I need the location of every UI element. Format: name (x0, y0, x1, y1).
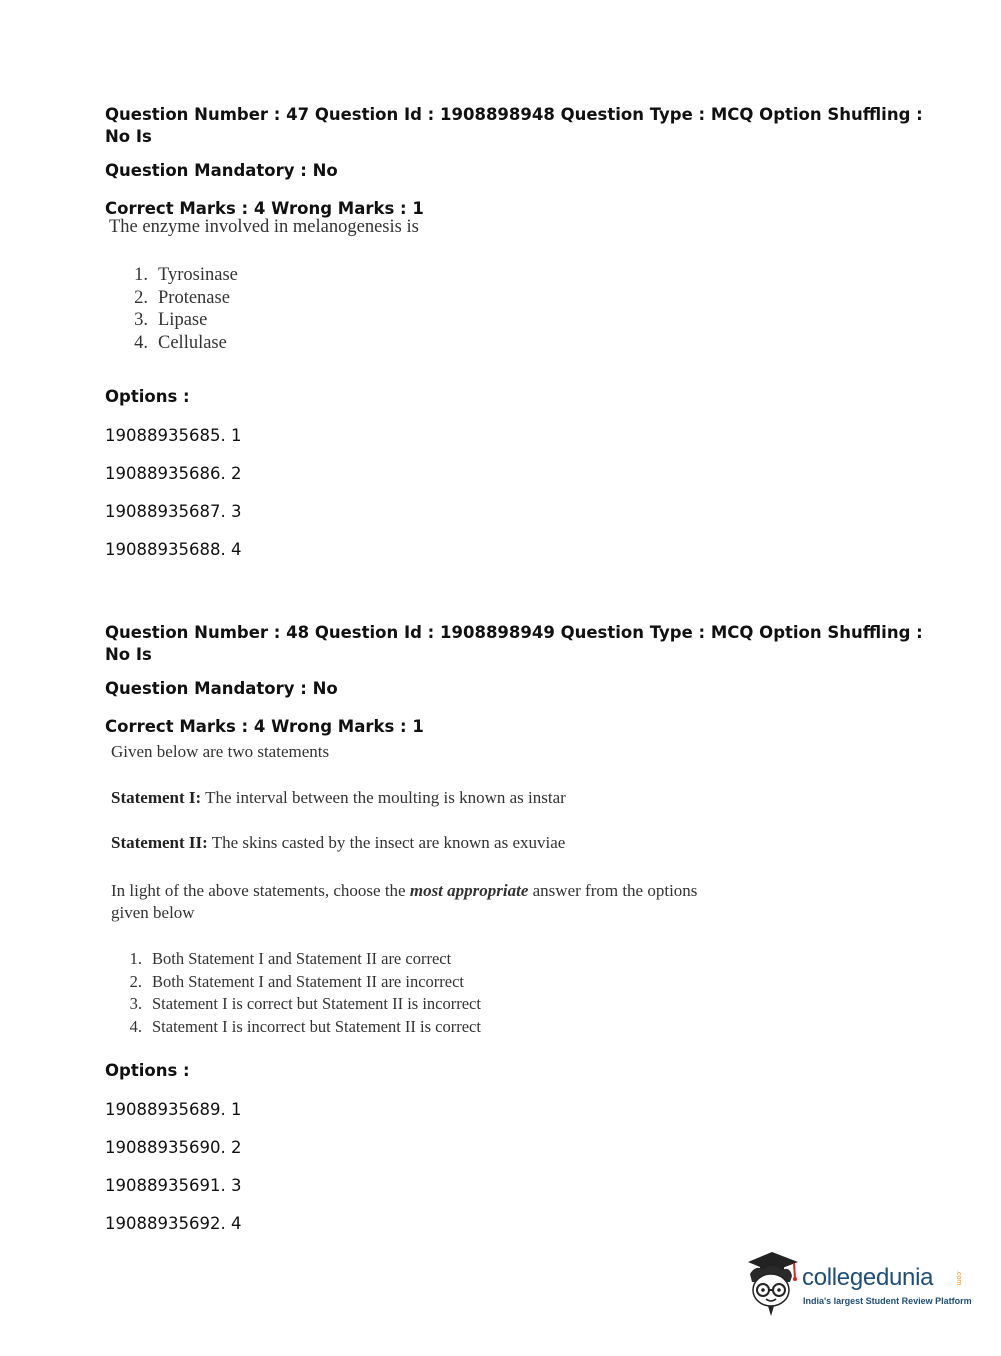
choice-item: 4. Statement I is incorrect but Statement II is correct (129, 1016, 481, 1036)
statement-2-label: Statement II: (111, 833, 208, 852)
logo-wordmark: collegedunia (802, 1264, 934, 1291)
question-48 (105, 622, 925, 738)
emphasis-text: most appropriate (409, 881, 529, 900)
choice-list (127, 264, 238, 354)
option-item: 19088935692. 4 (105, 1214, 242, 1233)
choice-item: 4. Cellulase (134, 332, 227, 353)
statement-1-label: Statement I: (111, 788, 202, 807)
question-marks: Correct Marks : 4 Wrong Marks : 1 (105, 199, 424, 218)
option-item: 19088935688. 4 (105, 540, 242, 559)
question-instruction: In light of the above statements, choose the most appropriate answer from the options given below (111, 881, 698, 922)
logo-tagline: India's largest Student Review Platform (803, 1296, 972, 1306)
question-meta-line1: Question Number : 48 Question Id : 1908898949 Question Type : MCQ Option Shuffling : No Is (105, 623, 923, 664)
options-label: Options : (105, 1061, 190, 1080)
statement-2 (111, 833, 565, 853)
choice-item: 3. Lipase (134, 310, 208, 331)
question-meta-line2: Question Mandatory : No (105, 161, 338, 180)
statement-1 (111, 788, 566, 808)
choice-item: 2. Protenase (134, 287, 230, 308)
question-meta-line2: Question Mandatory : No (105, 679, 338, 698)
option-item: 19088935689. 1 (105, 1100, 242, 1119)
statement-1-text: The interval between the moulting is known as instar (201, 788, 566, 807)
collegedunia-logo (742, 1248, 972, 1318)
choice-list (121, 948, 481, 1038)
option-item: 19088935686. 2 (105, 464, 242, 483)
statement-2-text: The skins casted by the insect are known as exuviae (207, 833, 566, 852)
question-stem: The enzyme involved in melanogenesis is (109, 217, 419, 237)
choice-item: 1. Both Statement I and Statement II are correct (129, 949, 452, 968)
mascot-graduate-icon (742, 1248, 800, 1318)
options-label: Options : (105, 387, 190, 406)
option-item: 19088935691. 3 (105, 1176, 242, 1195)
question-intro: Given below are two statements (111, 742, 330, 761)
choice-item: 2. Both Statement I and Statement II are incorrect (129, 971, 465, 991)
choice-item: 3. Statement I is correct but Statement II is incorrect (129, 994, 481, 1014)
choice-item: 1. Tyrosinase (134, 265, 238, 285)
option-item: 19088935687. 3 (105, 502, 242, 521)
question-47 (105, 104, 925, 220)
logo-suffix: .com (955, 1270, 962, 1286)
question-marks: Correct Marks : 4 Wrong Marks : 1 (105, 717, 424, 736)
option-item: 19088935690. 2 (105, 1138, 242, 1157)
question-meta-line1: Question Number : 47 Question Id : 1908898948 Question Type : MCQ Option Shuffling : No Is (105, 105, 923, 146)
option-item: 19088935685. 1 (105, 426, 242, 445)
